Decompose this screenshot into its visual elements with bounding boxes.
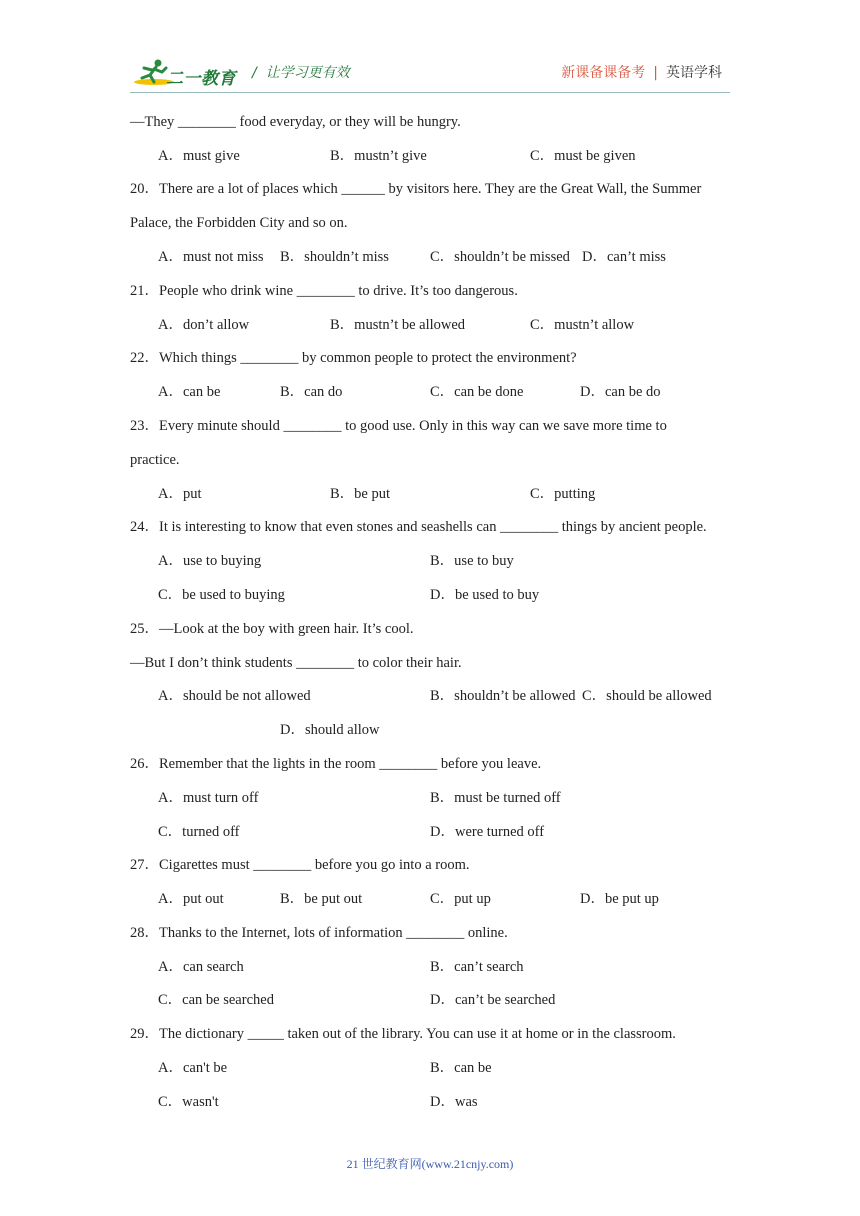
- answer-option: B．mustn’t be allowed: [330, 317, 466, 333]
- header-divider: [130, 92, 730, 93]
- answer-option: B．can do: [280, 384, 343, 400]
- header-separator: |: [653, 65, 658, 81]
- answer-option: A．use to buying: [158, 553, 262, 569]
- answer-option: C．put up: [430, 891, 491, 907]
- header-subject-label: 英语学科: [666, 65, 722, 81]
- answer-option: A．must give: [158, 148, 240, 164]
- answer-option: D．was: [430, 1094, 478, 1110]
- question-line: 21．People who drink wine ________ to drive. It’s too dangerous.: [130, 283, 518, 299]
- answer-option: A．should be not allowed: [158, 688, 311, 704]
- question-line: Palace, the Forbidden City and so on.: [130, 215, 348, 231]
- answer-option: C．turned off: [158, 824, 240, 840]
- answer-option: B．shouldn’t miss: [280, 249, 389, 265]
- page-footer: 21 世纪教育网(www.21cnjy.com): [346, 1157, 514, 1171]
- logo-text: 二一教育: [166, 69, 236, 89]
- question-line: 24．It is interesting to know that even stones and seashells can ________ things by ancient people.: [130, 519, 707, 535]
- answer-option: D．be used to buy: [430, 587, 540, 603]
- answer-option: D．can be do: [580, 384, 661, 400]
- question-line: practice.: [130, 452, 180, 468]
- question-line: 22．Which things ________ by common people to protect the environment?: [130, 350, 577, 366]
- answer-option: B．be put: [330, 486, 391, 502]
- answer-option: A．can't be: [158, 1060, 228, 1076]
- answer-option: B．can be: [430, 1060, 492, 1076]
- answer-option: B．can’t search: [430, 959, 524, 975]
- answer-option: C．can be searched: [158, 992, 274, 1008]
- answer-option: D．should allow: [280, 722, 380, 738]
- answer-option: A．must turn off: [158, 790, 259, 806]
- answer-option: C．wasn't: [158, 1094, 219, 1110]
- answer-option: B．use to buy: [430, 553, 514, 569]
- header-subject: [561, 62, 722, 82]
- answer-option: C．must be given: [530, 148, 636, 164]
- answer-option: D．can’t be searched: [430, 992, 556, 1008]
- question-line: 29．The dictionary _____ taken out of the library. You can use it at home or in the classroom.: [130, 1026, 676, 1042]
- answer-option: B．shouldn’t be allowed: [430, 688, 576, 704]
- answer-option: D．were turned off: [430, 824, 545, 840]
- answer-option: B．mustn’t give: [330, 148, 427, 164]
- answer-option: D．be put up: [580, 891, 659, 907]
- question-line: 23．Every minute should ________ to good use. Only in this way can we save more time to: [130, 418, 667, 434]
- answer-option: C．mustn’t allow: [530, 317, 635, 333]
- answer-option: B．be put out: [280, 891, 363, 907]
- answer-option: A．don’t allow: [158, 317, 250, 333]
- question-line: 27．Cigarettes must ________ before you go into a room.: [130, 857, 470, 873]
- answer-option: C．shouldn’t be missed: [430, 249, 570, 265]
- answer-option: C．be used to buying: [158, 587, 285, 603]
- answer-option: A．must not miss: [158, 249, 264, 265]
- answer-option: D．can’t miss: [582, 249, 666, 265]
- answer-option: C．can be done: [430, 384, 524, 400]
- answer-option: A．can be: [158, 384, 221, 400]
- answer-option: A．put: [158, 486, 202, 502]
- question-line: 25．—Look at the boy with green hair. It’s cool.: [130, 621, 414, 637]
- header-tagline: 新课备课备考: [561, 65, 646, 81]
- question-line: 20．There are a lot of places which ______ by visitors here. They are the Great Wall, the Summer: [130, 181, 702, 197]
- answer-option: A．put out: [158, 891, 224, 907]
- answer-option: B．must be turned off: [430, 790, 561, 806]
- answer-option: C．putting: [530, 486, 596, 502]
- page-header: [0, 0, 860, 100]
- slogan: / 让学习更有效: [252, 65, 350, 81]
- question-line: 26．Remember that the lights in the room ________ before you leave.: [130, 756, 542, 772]
- answer-option: C．should be allowed: [582, 688, 712, 704]
- question-line: 28．Thanks to the Internet, lots of information ________ online.: [130, 925, 508, 941]
- question-line: —They ________ food everyday, or they will be hungry.: [130, 114, 461, 130]
- answer-option: A．can search: [158, 959, 244, 975]
- question-line: —But I don’t think students ________ to color their hair.: [130, 655, 462, 671]
